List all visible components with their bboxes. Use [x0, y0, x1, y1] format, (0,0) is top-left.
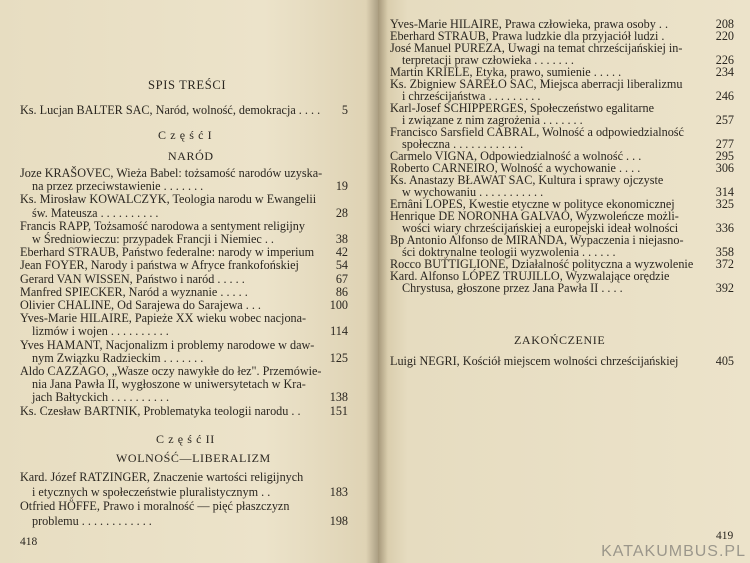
toc-entry-line: Henrique DE NORONHA GALVAO, Wyzwoleńcze możli-: [390, 209, 679, 223]
toc-entry-line: Aldo CAZZAGO, „Wasze oczy nawykłe do łez". Przemówie-: [20, 364, 322, 378]
toc-entry-line: terpretacji praw człowieka . . . . . . .: [402, 53, 574, 67]
page-number-left: 418: [20, 536, 38, 548]
book-gutter: [366, 0, 388, 563]
toc-entry-page: 54: [335, 258, 348, 273]
toc-entry-page: 257: [715, 113, 734, 127]
toc-entry-page: 100: [329, 298, 348, 312]
closing-title: ZAKOŃCZENIE: [514, 333, 606, 347]
watermark-logo: KATAKUMBUS.PL: [601, 543, 746, 560]
part2-title: WOLNOŚĆ—LIBERALIZM: [116, 451, 271, 465]
toc-entry-line: lizmów i wojen . . . . . . . . . .: [32, 324, 169, 339]
toc-entry-line: Francisco Sarsfield CABRAL, Wolność a odpowiedzialność: [390, 125, 684, 139]
toc-entry-page: 372: [715, 257, 734, 271]
toc-entry-page: 86: [335, 284, 348, 299]
toc-entry-page: 125: [329, 350, 348, 365]
toc-entry-line: i etycznych w społeczeństwie pluralistycznym . .: [32, 484, 271, 499]
toc-entry-page: 19: [335, 179, 348, 194]
toc-entry-page: 314: [715, 185, 734, 199]
toc-entry-line: José Manuel PUREZA, Uwagi na temat chrześcijańskiej in-: [390, 41, 683, 55]
toc-entry-line: w wychowaniu . . . . . . . . . . .: [402, 185, 544, 199]
toc-entry-page: 325: [715, 197, 734, 211]
toc-entry-line: Eberhard STRAUB, Prawa ludzkie dla przyjaciół ludzi .: [390, 29, 665, 43]
toc-entry-line: Yves HAMANT, Nacjonalizm i problemy narodowe w daw-: [20, 337, 315, 352]
toc-entry-line: Ernâni LOPES, Kwestie etyczne w polityce ekonomicznej: [390, 197, 675, 211]
toc-entry-line: w Średniowieczu: przypadek Francji i Niemiec . .: [32, 232, 274, 246]
contents-title: SPIS TREŚCI: [148, 78, 227, 92]
toc-entry-line: Otfried HÖFFE, Prawo i moralność — pięć płaszczyzn: [20, 499, 290, 513]
toc-entry-page: 246: [715, 89, 734, 103]
toc-entry-line: i związane z nim zagrożenia . . . . . . .: [402, 113, 583, 127]
toc-entry-page: 28: [335, 205, 348, 220]
toc-entry-line: Chrystusa, głoszone przez Jana Pawła II . . . .: [402, 281, 623, 295]
toc-entry-line: Francis RAPP, Tożsamość narodowa a sentyment religijny: [20, 218, 305, 233]
toc-entry-line: Kard. Józef RATZINGER, Znaczenie wartości religijnych: [20, 470, 304, 484]
toc-entry-line: Yves-Marie HILAIRE, Prawa człowieka, prawa osoby . .: [390, 17, 668, 31]
toc-entry-line: Roberto CARNEIRO, Wolność a wychowanie . . . .: [390, 161, 641, 175]
closing-entry: Luigi NEGRI, Kościół miejscem wolności chrześcijańskiej: [390, 354, 679, 368]
toc-entry-line: na przez przeciwstawienie . . . . . . .: [32, 179, 204, 194]
toc-entry-line: i chrześcijaństwa . . . . . . . . .: [402, 89, 541, 103]
toc-entry-page: 183: [329, 484, 348, 499]
toc-entry-page: 114: [330, 324, 348, 339]
toc-entry-line: jach Bałtyckich . . . . . . . . . .: [32, 390, 170, 405]
toc-entry-line: Manfred SPIECKER, Naród a wyznanie . . . . .: [20, 284, 248, 299]
closing-page: 405: [715, 354, 734, 368]
toc-entry-page: 38: [335, 232, 348, 246]
toc-entry-page: 306: [715, 161, 734, 175]
toc-entry-page: 336: [715, 221, 734, 235]
toc-entry-line: problemu . . . . . . . . . . . .: [32, 513, 152, 528]
toc-entry-line: Ks. Zbigniew SAREŁO SAC, Miejsca aberracji liberalizmu: [390, 77, 683, 91]
toc-entry-line: nia Jana Pawła II, wygłoszone w uniwersytetach w Kra-: [32, 377, 306, 392]
toc-entry-page: 198: [329, 513, 348, 528]
toc-entry-line: Ks. Mirosław KOWALCZYK, Teologia narodu w Ewangelii: [20, 192, 317, 207]
toc-entry-line: Kard. Alfonso LÓPEZ TRUJILLO, Wyzwalające orędzie: [390, 269, 670, 283]
toc-entry-line: Yves-Marie HILAIRE, Papieże XX wieku wobec nacjona-: [20, 311, 307, 326]
toc-entry-line: św. Mateusza . . . . . . . . . .: [32, 205, 159, 220]
toc-entry-line: ści doktrynalne teologii wyzwolenia . . . . . .: [402, 245, 616, 259]
toc-entry-line: Joze KRAŠOVEC, Wieża Babel: tożsamość narodów uzyska-: [20, 166, 323, 180]
toc-entry-line: Olivier CHALINE, Od Sarajewa do Sarajewa . . .: [20, 298, 261, 312]
toc-entry-line: Rocco BUTTIGLIONE, Działalność polityczna a wyzwolenie: [390, 257, 694, 271]
toc-entry-page: 226: [715, 53, 734, 67]
toc-entry-line: Ks. Czesław BARTNIK, Problematyka teologii narodu . .: [20, 403, 301, 418]
part1-title: NARÓD: [168, 149, 214, 163]
toc-entry-line: wości wiary chrześcijańskiej a europejski ideał wolności: [402, 221, 679, 235]
toc-entry-page: 392: [715, 281, 734, 295]
toc-entry-line: Jean FOYER, Narody i państwa w Afryce frankofońskiej: [20, 258, 299, 273]
part1-label: C z ę ś ć I: [158, 128, 213, 142]
right-page: [378, 0, 750, 563]
toc-entry-line: nym Związku Radzieckim . . . . . . .: [32, 350, 204, 365]
toc-entry-page: 234: [715, 65, 734, 79]
part2-label: C z ę ś ć II: [156, 432, 215, 446]
toc-entry-line: Bp Antonio Alfonso de MIRANDA, Wypaczenia i niejasno-: [390, 233, 684, 247]
toc-entry-page: 277: [715, 137, 734, 151]
toc-entry-page: 220: [715, 29, 734, 43]
toc-entry-line: Karl-Josef SCHIPPERGES, Społeczeństwo egalitarne: [390, 101, 655, 115]
toc-entry-page: 295: [715, 149, 734, 163]
toc-entry-page: 208: [715, 17, 734, 31]
toc-entry-page: 151: [329, 403, 348, 418]
toc-entry-page: 358: [715, 245, 734, 259]
toc-entry-line: Gerard VAN WISSEN, Państwo i naród . . . . .: [20, 271, 245, 286]
intro-page: 5: [341, 103, 348, 117]
toc-entry-page: 42: [335, 245, 348, 260]
page-number-right: 419: [716, 530, 734, 542]
toc-entry-line: Martin KRIELE, Etyka, prawo, sumienie . . . . .: [390, 65, 622, 79]
intro-entry: Ks. Lucjan BALTER SAC, Naród, wolność, demokracja . . . .: [20, 103, 321, 117]
toc-entry-page: 138: [329, 390, 348, 405]
toc-entry-line: Carmelo VIGNA, Odpowiedzialność a wolność . . .: [390, 149, 642, 163]
toc-entry-page: 67: [335, 271, 348, 286]
toc-entry-line: Eberhard STRAUB, Państwo federalne: narody w imperium: [20, 245, 315, 260]
toc-entry-line: Ks. Anastazy BŁAWAT SAC, Kultura i sprawy ojczyste: [390, 173, 664, 187]
toc-entry-line: społeczna . . . . . . . . . . . .: [402, 137, 524, 151]
